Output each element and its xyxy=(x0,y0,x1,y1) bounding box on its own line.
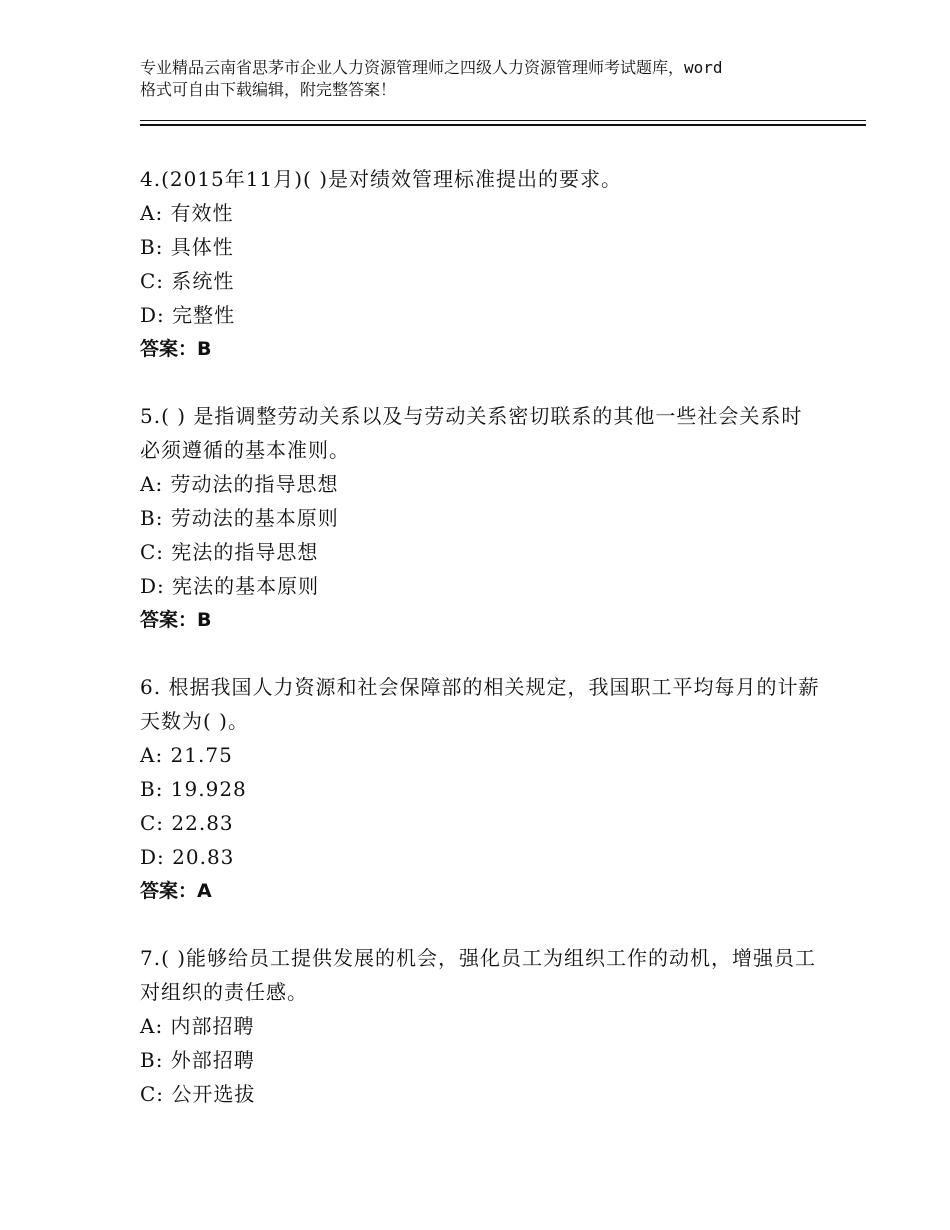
question-stem: 4.(2015年11月)( )是对绩效管理标准提出的要求。 xyxy=(140,167,622,191)
question-list xyxy=(140,162,820,1144)
option-b: B: 劳动法的基本原则 xyxy=(140,506,339,530)
answer-line: 答案：B xyxy=(140,609,212,631)
option-c: C: 宪法的指导思想 xyxy=(140,540,319,564)
question-stem: 7.( )能够给员工提供发展的机会，强化员工为组织工作的动机，增强员工对组织的责任感。 xyxy=(140,946,817,1004)
option-c: C: 系统性 xyxy=(140,269,235,293)
header-divider-thick xyxy=(140,124,866,126)
option-b: B: 19.928 xyxy=(140,777,247,801)
option-b: B: 外部招聘 xyxy=(140,1048,255,1072)
option-c: C: 公开选拔 xyxy=(140,1082,256,1106)
answer-line: 答案：B xyxy=(140,338,212,360)
option-a: A: 劳动法的指导思想 xyxy=(140,472,339,496)
answer-line: 答案：A xyxy=(140,880,212,902)
option-a: A: 有效性 xyxy=(140,201,234,225)
question-7 xyxy=(140,941,820,1111)
header-line-2: 格式可自由下载编辑，附完整答案！ xyxy=(140,80,397,99)
header-divider-thin xyxy=(140,120,866,121)
question-4 xyxy=(140,162,820,366)
option-b: B: 具体性 xyxy=(140,235,234,259)
option-a: A: 21.75 xyxy=(140,743,233,767)
question-stem: 5.( ) 是指调整劳动关系以及与劳动关系密切联系的其他一些社会关系时必须遵循的基本准则。 xyxy=(140,404,803,462)
option-c: C: 22.83 xyxy=(140,811,234,835)
question-5 xyxy=(140,399,820,637)
option-d: D: 宪法的基本原则 xyxy=(140,574,320,598)
option-a: A: 内部招聘 xyxy=(140,1014,255,1038)
question-stem: 6. 根据我国人力资源和社会保障部的相关规定，我国职工平均每月的计薪天数为( )。 xyxy=(140,675,820,733)
option-d: D: 完整性 xyxy=(140,303,236,327)
header-line-1: 专业精品云南省思茅市企业人力资源管理师之四级人力资源管理师考试题库，word xyxy=(140,58,723,77)
option-d: D: 20.83 xyxy=(140,845,235,869)
document-header xyxy=(140,57,830,101)
question-6 xyxy=(140,670,820,908)
